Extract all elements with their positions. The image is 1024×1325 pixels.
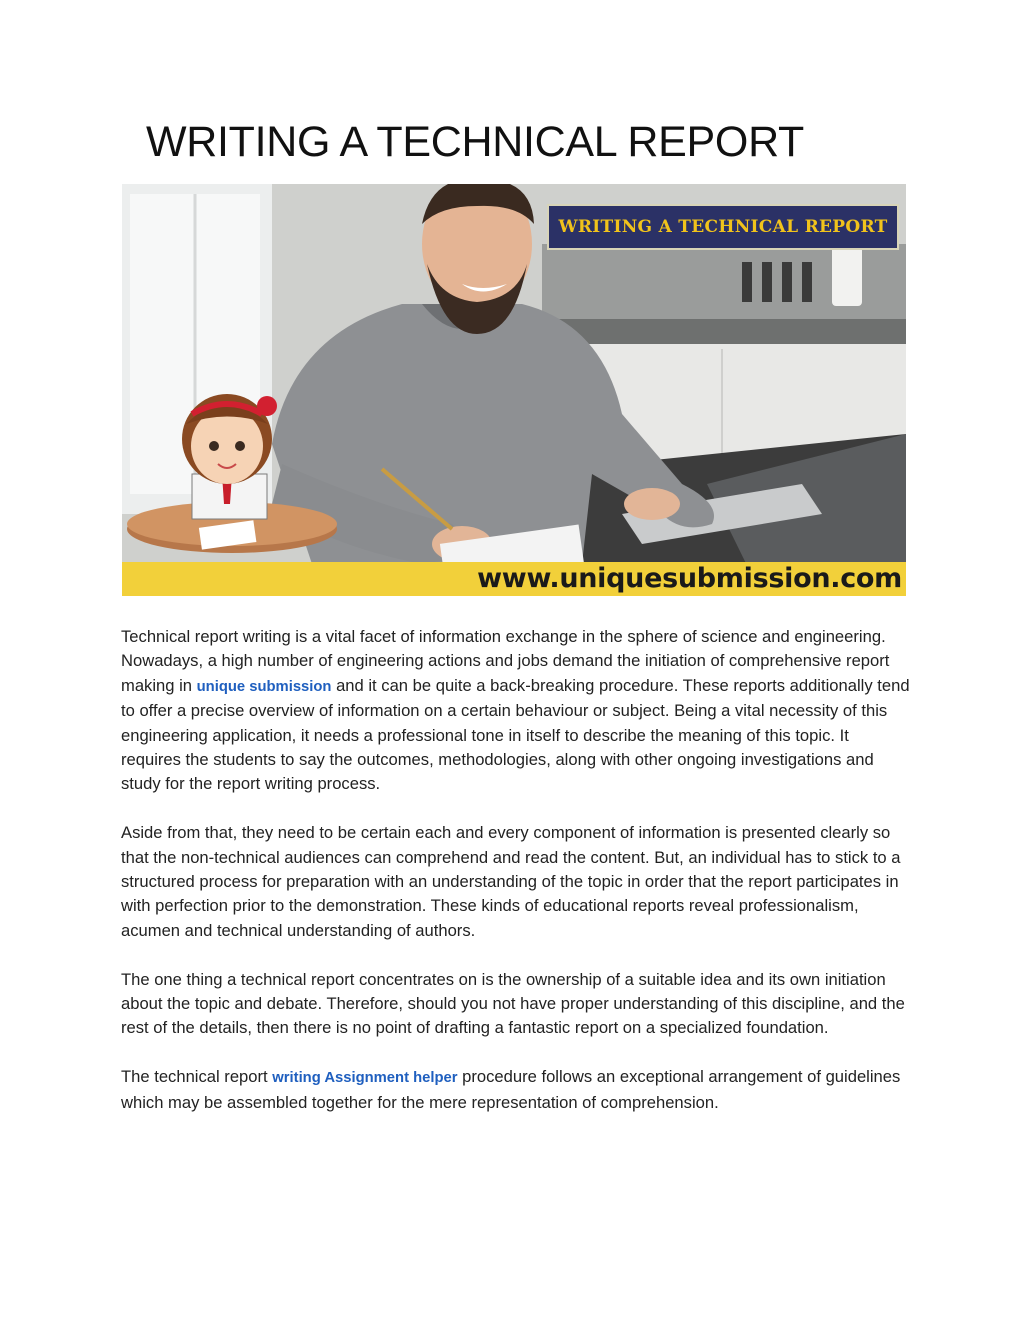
paragraph-4-text-end: procedure follows an exceptional arrangement of guidelines which may be assembled together for the mere representation of comprehension. [121, 1067, 901, 1112]
paragraph-3: The one thing a technical report concentrates on is the ownership of a suitable idea and its own initiation about the topic and debate. Therefore, should you not have proper understanding of this discipline, and the rest of the details, then there is no point of drafting a fantastic report on a specialized foundation. [121, 969, 905, 1038]
paragraph-1-text-end: and it can be quite a back-breaking procedure. These reports additionally tend to offer a precise overview of information on a certain behaviour or subject. Being a vital necessity of this engineering application, it needs a professional tone in itself to describe the meaning of this topic. It requires the students to say the outcomes, methodologies, along with other ongoing investigations and study for the report writing process. [121, 675, 910, 794]
unique-submission-link[interactable]: unique submission [196, 678, 332, 695]
hero-image [122, 184, 906, 596]
hero-url-text: www.uniquesubmission.com [477, 563, 902, 594]
paragraph-4-text-start: The technical report [121, 1067, 273, 1087]
hero-banner: WRITING A TECHNICAL REPORT [547, 204, 899, 250]
paragraph-1 [121, 625, 911, 797]
page-title: WRITING A TECHNICAL REPORT [146, 118, 805, 166]
paragraph-4 [121, 1065, 911, 1115]
paragraph-2: Aside from that, they need to be certain each and every component of information is presented clearly so that the non-technical audiences can comprehend and read the content. But, an individual has to stick to a structured process for preparation with an understanding of the topic in order that the report participates in with perfection prior to the demonstration. These kinds of educational reports reveal professionalism, acumen and technical understanding of authors. [121, 823, 901, 940]
article-body [121, 625, 911, 1139]
assignment-helper-link[interactable]: writing Assignment helper [272, 1070, 458, 1087]
paragraph-1-text-start: Technical report writing is a vital facet of information exchange in the sphere of science and engineering. Nowadays, a high number of engineering actions and jobs demand the initiation of comprehensive report making in [121, 627, 890, 695]
